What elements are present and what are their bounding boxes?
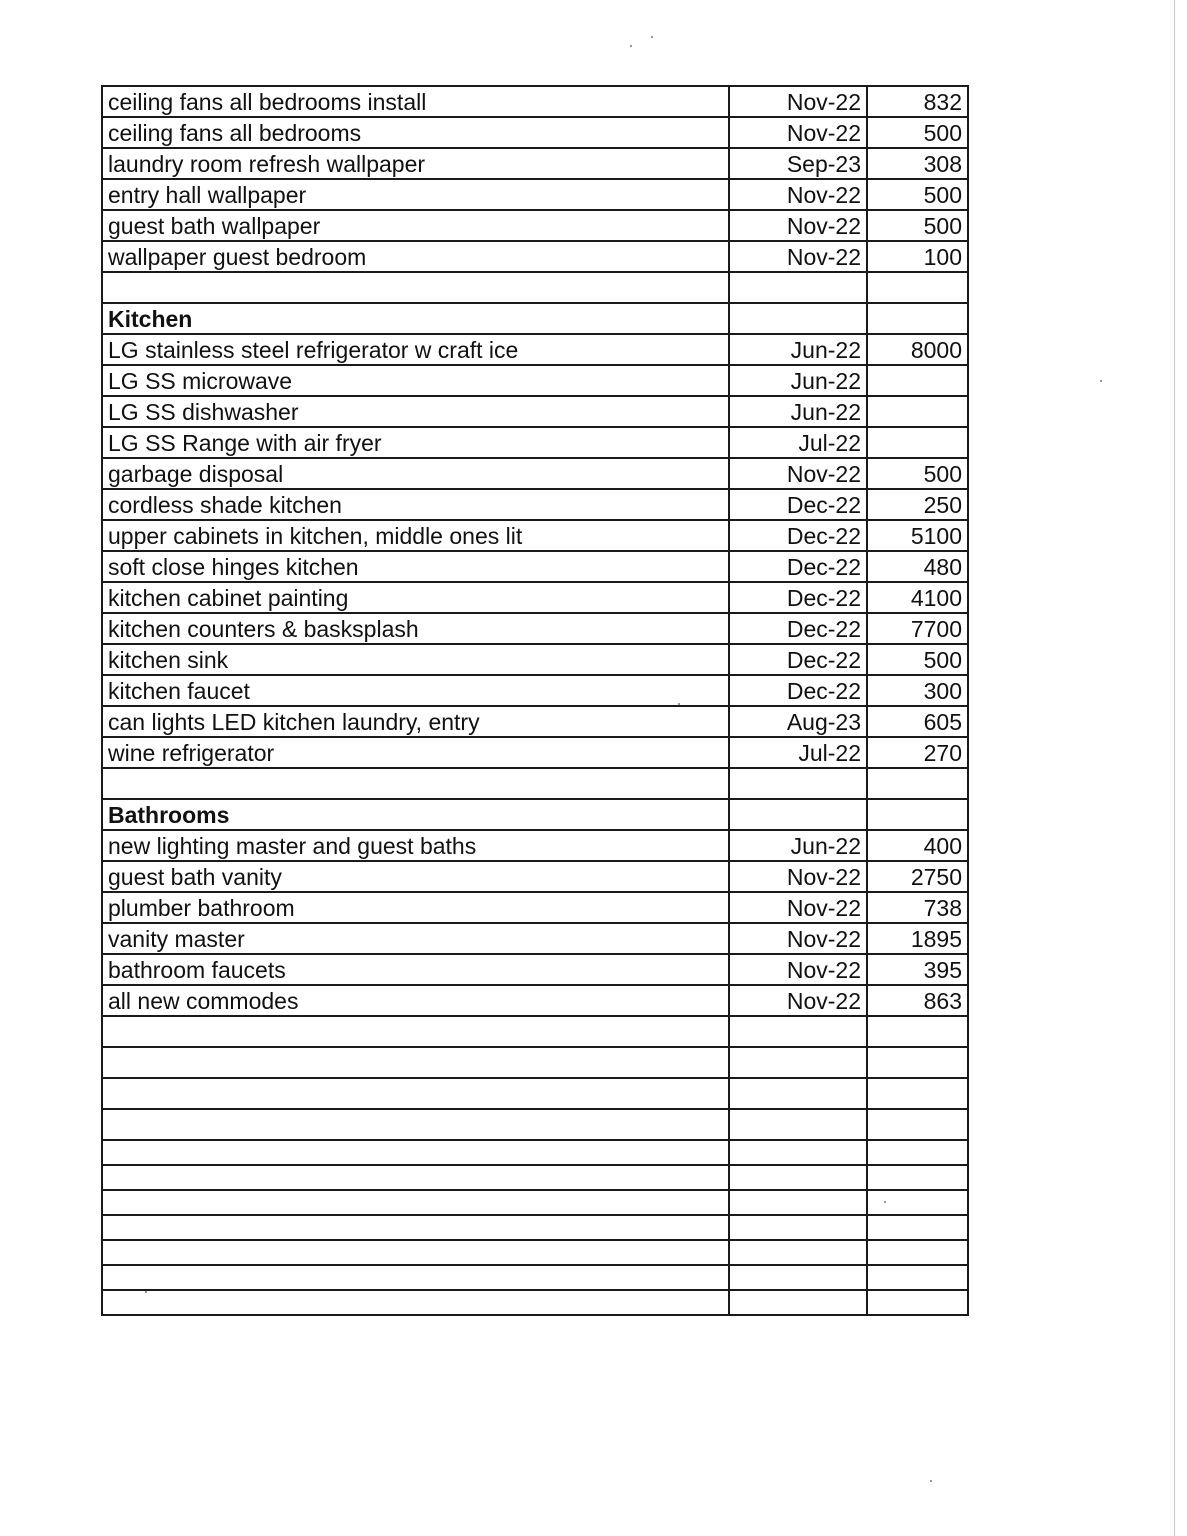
- empty-cell: [102, 272, 729, 303]
- item-date: Dec-22: [729, 613, 867, 644]
- empty-row: [102, 1047, 968, 1078]
- item-amount: 7700: [867, 613, 968, 644]
- table-row: [102, 737, 968, 768]
- empty-cell: [729, 1290, 867, 1315]
- item-amount: [867, 396, 968, 427]
- table-row: [102, 675, 968, 706]
- item-date: Nov-22: [729, 241, 867, 272]
- empty-cell: [867, 1140, 968, 1165]
- empty-cell: [102, 1047, 729, 1078]
- empty-cell: [102, 1215, 729, 1240]
- item-description: kitchen sink: [102, 644, 729, 675]
- table-row: [102, 861, 968, 892]
- item-amount: 500: [867, 458, 968, 489]
- table-row: [102, 396, 968, 427]
- item-date: Dec-22: [729, 644, 867, 675]
- section-heading-row: [102, 303, 968, 334]
- scan-speck: [884, 1201, 886, 1203]
- item-description: new lighting master and guest baths: [102, 830, 729, 861]
- item-amount: 500: [867, 117, 968, 148]
- empty-cell: [729, 1016, 867, 1047]
- table-row: [102, 334, 968, 365]
- empty-cell: [867, 768, 968, 799]
- item-description: garbage disposal: [102, 458, 729, 489]
- item-amount: [867, 365, 968, 396]
- scan-page-edge: [1174, 0, 1175, 1536]
- item-date: Nov-22: [729, 86, 867, 117]
- table-row: [102, 148, 968, 179]
- empty-cell: [729, 1215, 867, 1240]
- item-description: laundry room refresh wallpaper: [102, 148, 729, 179]
- item-description: all new commodes: [102, 985, 729, 1016]
- empty-cell: [867, 1047, 968, 1078]
- item-description: guest bath vanity: [102, 861, 729, 892]
- empty-cell: [867, 1240, 968, 1265]
- section-heading: Kitchen: [102, 303, 729, 334]
- table-row: [102, 706, 968, 737]
- item-description: kitchen counters & basksplash: [102, 613, 729, 644]
- item-amount: 605: [867, 706, 968, 737]
- table-row: [102, 458, 968, 489]
- item-description: entry hall wallpaper: [102, 179, 729, 210]
- item-date: Nov-22: [729, 458, 867, 489]
- empty-cell: [729, 1140, 867, 1165]
- empty-row: [102, 1140, 968, 1165]
- item-date: Nov-22: [729, 954, 867, 985]
- table-row: [102, 644, 968, 675]
- empty-cell: [729, 1109, 867, 1140]
- item-description: LG SS dishwasher: [102, 396, 729, 427]
- empty-cell: [102, 1290, 729, 1315]
- item-description: plumber bathroom: [102, 892, 729, 923]
- empty-cell: [102, 1109, 729, 1140]
- empty-cell: [729, 1047, 867, 1078]
- empty-row: [102, 1290, 968, 1315]
- item-amount: 500: [867, 644, 968, 675]
- table-row: [102, 582, 968, 613]
- item-date: Nov-22: [729, 861, 867, 892]
- empty-cell: [102, 1140, 729, 1165]
- empty-cell: [102, 768, 729, 799]
- empty-cell: [729, 768, 867, 799]
- expense-table-container: [101, 85, 967, 1316]
- item-description: LG SS Range with air fryer: [102, 427, 729, 458]
- item-amount: 300: [867, 675, 968, 706]
- empty-cell: [867, 1190, 968, 1215]
- item-description: upper cabinets in kitchen, middle ones lit: [102, 520, 729, 551]
- item-date: Jun-22: [729, 396, 867, 427]
- empty-cell: [102, 1016, 729, 1047]
- item-date: Jun-22: [729, 365, 867, 396]
- table-row: [102, 427, 968, 458]
- item-date: Nov-22: [729, 892, 867, 923]
- item-date: Dec-22: [729, 520, 867, 551]
- item-description: kitchen faucet: [102, 675, 729, 706]
- item-date: Dec-22: [729, 582, 867, 613]
- item-description: guest bath wallpaper: [102, 210, 729, 241]
- scan-speck: [930, 1480, 932, 1482]
- empty-cell: [867, 272, 968, 303]
- empty-row: [102, 272, 968, 303]
- empty-cell: [867, 1078, 968, 1109]
- item-amount: 4100: [867, 582, 968, 613]
- item-amount: 738: [867, 892, 968, 923]
- empty-cell: [867, 1165, 968, 1190]
- item-amount: 480: [867, 551, 968, 582]
- item-date: Aug-23: [729, 706, 867, 737]
- empty-row: [102, 1265, 968, 1290]
- expense-table: [101, 85, 969, 1316]
- item-amount: 8000: [867, 334, 968, 365]
- empty-row: [102, 768, 968, 799]
- item-amount: 1895: [867, 923, 968, 954]
- table-row: [102, 241, 968, 272]
- empty-cell: [867, 1290, 968, 1315]
- item-date: Dec-22: [729, 551, 867, 582]
- empty-row: [102, 1240, 968, 1265]
- item-amount: [867, 427, 968, 458]
- expense-table-body: [102, 86, 968, 1315]
- item-date: Nov-22: [729, 985, 867, 1016]
- table-row: [102, 489, 968, 520]
- table-row: [102, 985, 968, 1016]
- item-description: ceiling fans all bedrooms: [102, 117, 729, 148]
- item-date: Jul-22: [729, 737, 867, 768]
- empty-row: [102, 1190, 968, 1215]
- table-row: [102, 613, 968, 644]
- item-description: LG stainless steel refrigerator w craft ice: [102, 334, 729, 365]
- item-description: cordless shade kitchen: [102, 489, 729, 520]
- table-row: [102, 86, 968, 117]
- empty-cell: [729, 1190, 867, 1215]
- table-row: [102, 830, 968, 861]
- empty-row: [102, 1078, 968, 1109]
- item-description: can lights LED kitchen laundry, entry: [102, 706, 729, 737]
- item-amount: 395: [867, 954, 968, 985]
- scan-speck: [145, 1291, 147, 1293]
- item-description: bathroom faucets: [102, 954, 729, 985]
- table-row: [102, 117, 968, 148]
- item-amount: 2750: [867, 861, 968, 892]
- section-heading: Bathrooms: [102, 799, 729, 830]
- section-heading-row: [102, 799, 968, 830]
- item-date: Jun-22: [729, 830, 867, 861]
- empty-cell: [102, 1240, 729, 1265]
- empty-cell: [729, 272, 867, 303]
- scan-speck: [1100, 380, 1102, 382]
- table-row: [102, 892, 968, 923]
- item-date: Jun-22: [729, 334, 867, 365]
- empty-cell: [867, 1109, 968, 1140]
- table-row: [102, 954, 968, 985]
- item-amount: 400: [867, 830, 968, 861]
- item-date: Sep-23: [729, 148, 867, 179]
- item-amount: 5100: [867, 520, 968, 551]
- empty-cell: [867, 303, 968, 334]
- empty-cell: [729, 1265, 867, 1290]
- item-description: LG SS microwave: [102, 365, 729, 396]
- table-row: [102, 210, 968, 241]
- item-description: wine refrigerator: [102, 737, 729, 768]
- table-row: [102, 923, 968, 954]
- empty-cell: [867, 1215, 968, 1240]
- empty-row: [102, 1109, 968, 1140]
- scan-speck: [630, 45, 632, 47]
- scan-speck: [678, 703, 680, 705]
- item-date: Nov-22: [729, 210, 867, 241]
- item-amount: 100: [867, 241, 968, 272]
- empty-cell: [102, 1078, 729, 1109]
- table-row: [102, 179, 968, 210]
- table-row: [102, 520, 968, 551]
- empty-cell: [102, 1165, 729, 1190]
- item-date: Dec-22: [729, 675, 867, 706]
- empty-cell: [729, 1078, 867, 1109]
- scan-speck: [651, 36, 653, 38]
- empty-cell: [867, 1016, 968, 1047]
- item-amount: 270: [867, 737, 968, 768]
- empty-cell: [102, 1190, 729, 1215]
- item-description: kitchen cabinet painting: [102, 582, 729, 613]
- item-amount: 308: [867, 148, 968, 179]
- empty-row: [102, 1016, 968, 1047]
- item-amount: 500: [867, 179, 968, 210]
- item-amount: 500: [867, 210, 968, 241]
- item-description: ceiling fans all bedrooms install: [102, 86, 729, 117]
- empty-cell: [729, 303, 867, 334]
- empty-cell: [729, 1240, 867, 1265]
- empty-cell: [729, 1165, 867, 1190]
- table-row: [102, 365, 968, 396]
- item-description: vanity master: [102, 923, 729, 954]
- item-date: Nov-22: [729, 179, 867, 210]
- item-date: Jul-22: [729, 427, 867, 458]
- empty-cell: [867, 1265, 968, 1290]
- item-amount: 250: [867, 489, 968, 520]
- item-date: Nov-22: [729, 923, 867, 954]
- empty-cell: [102, 1265, 729, 1290]
- empty-cell: [867, 799, 968, 830]
- empty-cell: [729, 799, 867, 830]
- item-date: Dec-22: [729, 489, 867, 520]
- item-date: Nov-22: [729, 117, 867, 148]
- empty-row: [102, 1215, 968, 1240]
- item-amount: 863: [867, 985, 968, 1016]
- empty-row: [102, 1165, 968, 1190]
- item-description: wallpaper guest bedroom: [102, 241, 729, 272]
- item-amount: 832: [867, 86, 968, 117]
- table-row: [102, 551, 968, 582]
- item-description: soft close hinges kitchen: [102, 551, 729, 582]
